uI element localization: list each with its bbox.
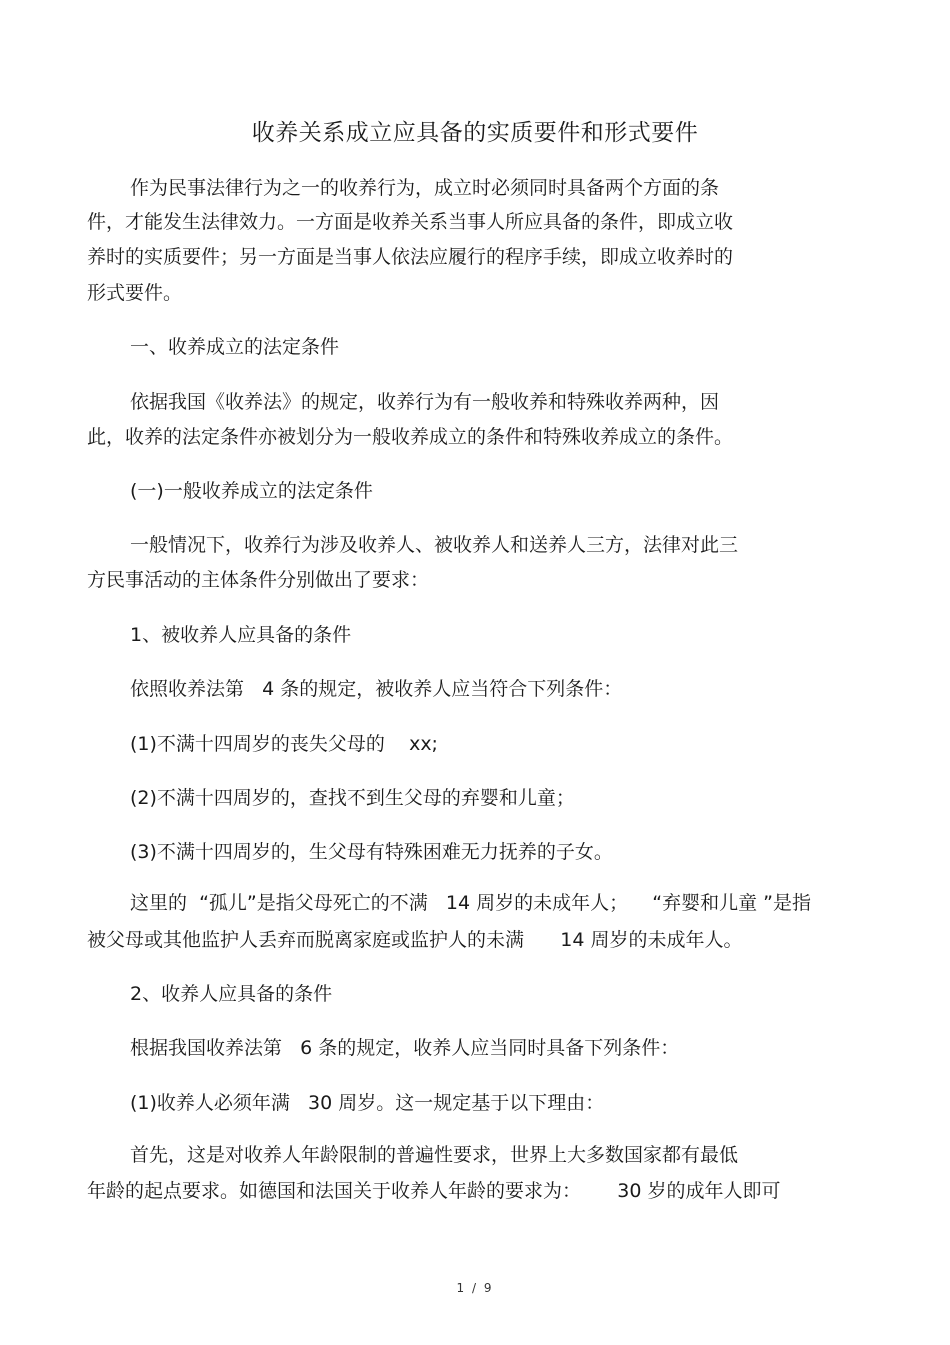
body-line: 依照收养法第 4 条的规定，被收养人应当符合下列条件：: [130, 678, 623, 700]
body-line: 依据我国《收养法》的规定，收养行为有一般收养和特殊收养两种，因: [130, 391, 720, 413]
body-line: 此，收养的法定条件亦被划分为一般收养成立的条件和特殊收养成立的条件。: [87, 426, 734, 448]
body-line: 件，才能发生法律效力。一方面是收养关系当事人所应具备的条件，即成立收: [87, 211, 734, 233]
body-line: 被父母或其他监护人丢弃而脱离家庭或监护人的未满 14 周岁的未成年人。: [87, 929, 743, 951]
body-line: 作为民事法律行为之一的收养行为，成立时必须同时具备两个方面的条: [130, 177, 720, 199]
subsection-heading: (一)一般收养成立的法定条件: [130, 480, 373, 502]
page-indicator: 1 / 9: [456, 1281, 494, 1295]
body-line: 形式要件。: [87, 282, 183, 304]
body-line: 首先，这是对收养人年龄限制的普遍性要求，世界上大多数国家都有最低: [130, 1144, 739, 1166]
list-item: (3)不满十四周岁的，生父母有特殊困难无力抚养的子女。: [130, 841, 613, 863]
body-line: 年龄的起点要求。如德国和法国关于收养人年龄的要求为： 30 岁的成年人即可: [87, 1180, 781, 1202]
item-heading: 1、被收养人应具备的条件: [130, 624, 352, 646]
list-item: (2)不满十四周岁的，查找不到生父母的弃婴和儿童；: [130, 787, 575, 809]
item-heading: 2、收养人应具备的条件: [130, 983, 333, 1005]
list-item: (1)收养人必须年满 30 周岁。这一规定基于以下理由：: [130, 1092, 605, 1114]
body-line: 方民事活动的主体条件分别做出了要求：: [87, 569, 430, 591]
body-line: 这里的 “孤儿”是指父母死亡的不满 14 周岁的未成年人； “弃婴和儿童 ”是指: [130, 892, 811, 914]
section-heading: 一、收养成立的法定条件: [130, 336, 340, 358]
body-line: 养时的实质要件；另一方面是当事人依法应履行的程序手续，即成立收养时的: [87, 246, 734, 268]
list-item: (1)不满十四周岁的丧失父母的 xx;: [130, 733, 438, 755]
body-line: 一般情况下，收养行为涉及收养人、被收养人和送养人三方，法律对此三: [130, 534, 739, 556]
body-line: 根据我国收养法第 6 条的规定，收养人应当同时具备下列条件：: [130, 1037, 680, 1059]
document-title: 收养关系成立应具备的实质要件和形式要件: [251, 120, 699, 146]
